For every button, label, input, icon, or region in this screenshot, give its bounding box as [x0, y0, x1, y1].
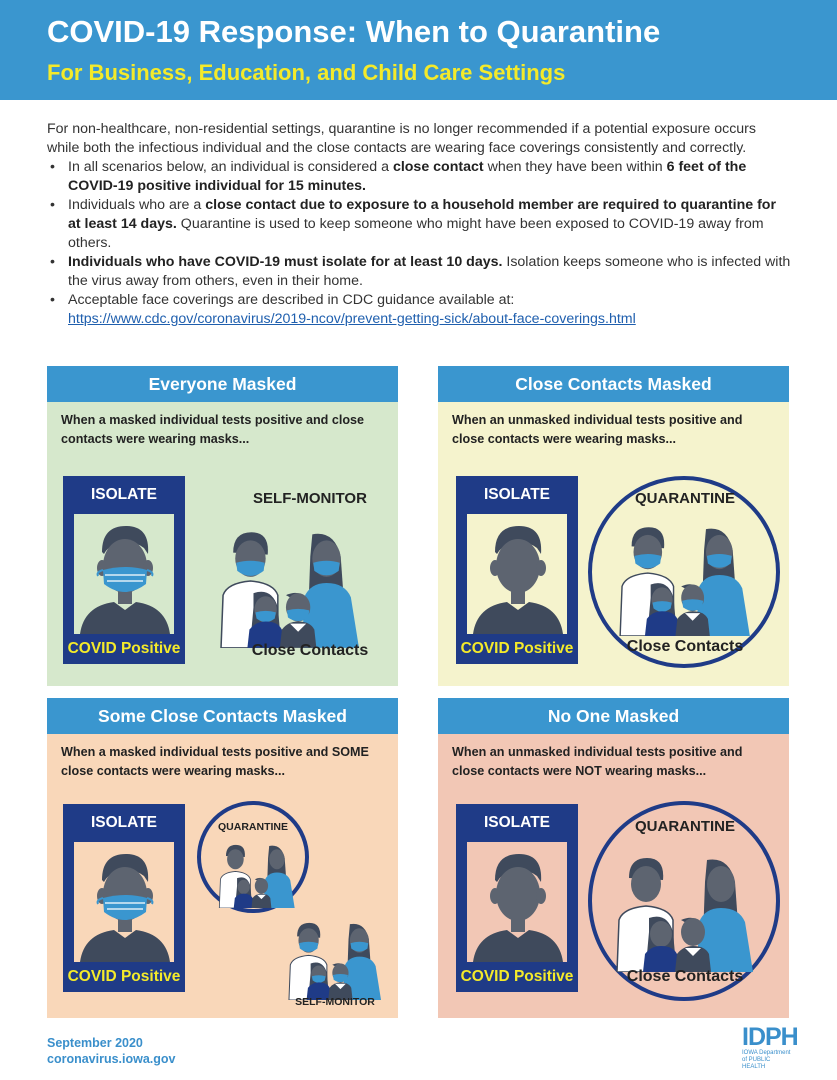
- isolate-label: ISOLATE: [483, 814, 551, 831]
- panel-title: Everyone Masked: [47, 366, 398, 402]
- quarantine-label: QUARANTINE: [635, 818, 735, 835]
- page-title: COVID-19 Response: When to Quarantine: [47, 14, 661, 49]
- masked-family-icon: [219, 516, 361, 653]
- close-contacts-label: Close Contacts: [626, 968, 744, 985]
- page-subtitle: For Business, Education, and Child Care Settings: [47, 60, 566, 85]
- self-monitor-label: SELF-MONITOR: [295, 996, 375, 1008]
- panel-description: When an unmasked individual tests positive and close contacts were wearing masks...: [452, 413, 743, 446]
- covid-positive-label: COVID Positive: [67, 640, 181, 657]
- bullet-isolate: • Individuals who have COVID-19 must isolate for at least 10 days. Isolation keeps someone who is infected with the virus away from others, even in their home.: [47, 253, 792, 291]
- close-contacts-label: Close Contacts: [626, 638, 744, 655]
- masked-person-icon: [74, 514, 174, 634]
- header-banner: [0, 0, 837, 100]
- idph-logo: [742, 1023, 798, 1070]
- bullet-household: • Individuals who are a close contact due to exposure to a household member are required to quarantine for at least 14 days. Quarantine is used to keep someone who might have been exposed to COVID-19 away from others.: [47, 196, 792, 253]
- logo-line2: of PUBLIC HEALTH: [742, 1057, 771, 1070]
- footer: [47, 1035, 176, 1067]
- covid-positive-label: COVID Positive: [460, 968, 574, 985]
- isolate-card: [63, 476, 185, 664]
- intro-paragraph: For non-healthcare, non-residential settings, quarantine is no longer recommended if a potential exposure occurs while both the infectious individual and the close contacts are wearing face coverings consistently and correctly.: [47, 121, 756, 156]
- covid-positive-label: COVID Positive: [460, 640, 574, 657]
- panel-title: Some Close Contacts Masked: [47, 698, 398, 734]
- panel-no-one-masked: [438, 698, 789, 1018]
- masked-family-icon: [283, 912, 387, 1005]
- logo-mark: IDPH: [742, 1023, 798, 1051]
- panel-some-close-contacts-masked: [47, 698, 398, 1018]
- panel-close-contacts-masked: [438, 366, 789, 686]
- logo-line1: IOWA Department: [742, 1050, 791, 1056]
- intro-section: [47, 120, 792, 329]
- quarantine-label: QUARANTINE: [218, 821, 288, 833]
- covid-positive-label: COVID Positive: [67, 968, 181, 985]
- panel-description: When an unmasked individual tests positive and close contacts were NOT wearing masks...: [452, 745, 743, 778]
- panel-everyone-masked: [47, 366, 398, 686]
- unmasked-family-icon: [217, 836, 297, 913]
- unmasked-person-icon: [467, 514, 567, 634]
- bullet-face-coverings: • Acceptable face coverings are described in CDC guidance available at: https://www.cdc.gov/coronavirus/2019-ncov/prevent-getting-sick/about-face-coverings.html: [47, 291, 792, 329]
- quarantine-label: QUARANTINE: [635, 490, 735, 507]
- footer-date: September 2020: [47, 1036, 143, 1050]
- isolate-label: ISOLATE: [483, 486, 551, 503]
- self-monitor-label: SELF-MONITOR: [253, 490, 367, 507]
- isolate-label: ISOLATE: [90, 814, 158, 831]
- panel-description: When a masked individual tests positive and SOME close contacts were wearing masks...: [61, 745, 369, 778]
- isolate-card: [456, 804, 578, 992]
- unmasked-family-icon: [614, 842, 756, 977]
- panel-description: When a masked individual tests positive and close contacts were wearing masks...: [61, 413, 365, 446]
- unmasked-person-icon: [467, 842, 567, 962]
- close-contacts-label: Close Contacts: [251, 642, 369, 659]
- cdc-guidance-link[interactable]: https://www.cdc.gov/coronavirus/2019-ncov/prevent-getting-sick/about-face-coverings.html: [68, 311, 636, 327]
- isolate-card: [456, 476, 578, 664]
- footer-website: coronavirus.iowa.gov: [47, 1052, 176, 1066]
- masked-family-icon: [618, 512, 752, 641]
- panel-title: Close Contacts Masked: [438, 366, 789, 402]
- isolate-label: ISOLATE: [90, 486, 158, 503]
- bullet-close-contact: • In all scenarios below, an individual is considered a close contact when they have been within 6 feet of the COVID-19 positive individual for 15 minutes.: [47, 158, 792, 196]
- isolate-card: [63, 804, 185, 992]
- intro-bullets: [47, 158, 792, 329]
- masked-person-icon: [74, 842, 174, 962]
- panel-title: No One Masked: [438, 698, 789, 734]
